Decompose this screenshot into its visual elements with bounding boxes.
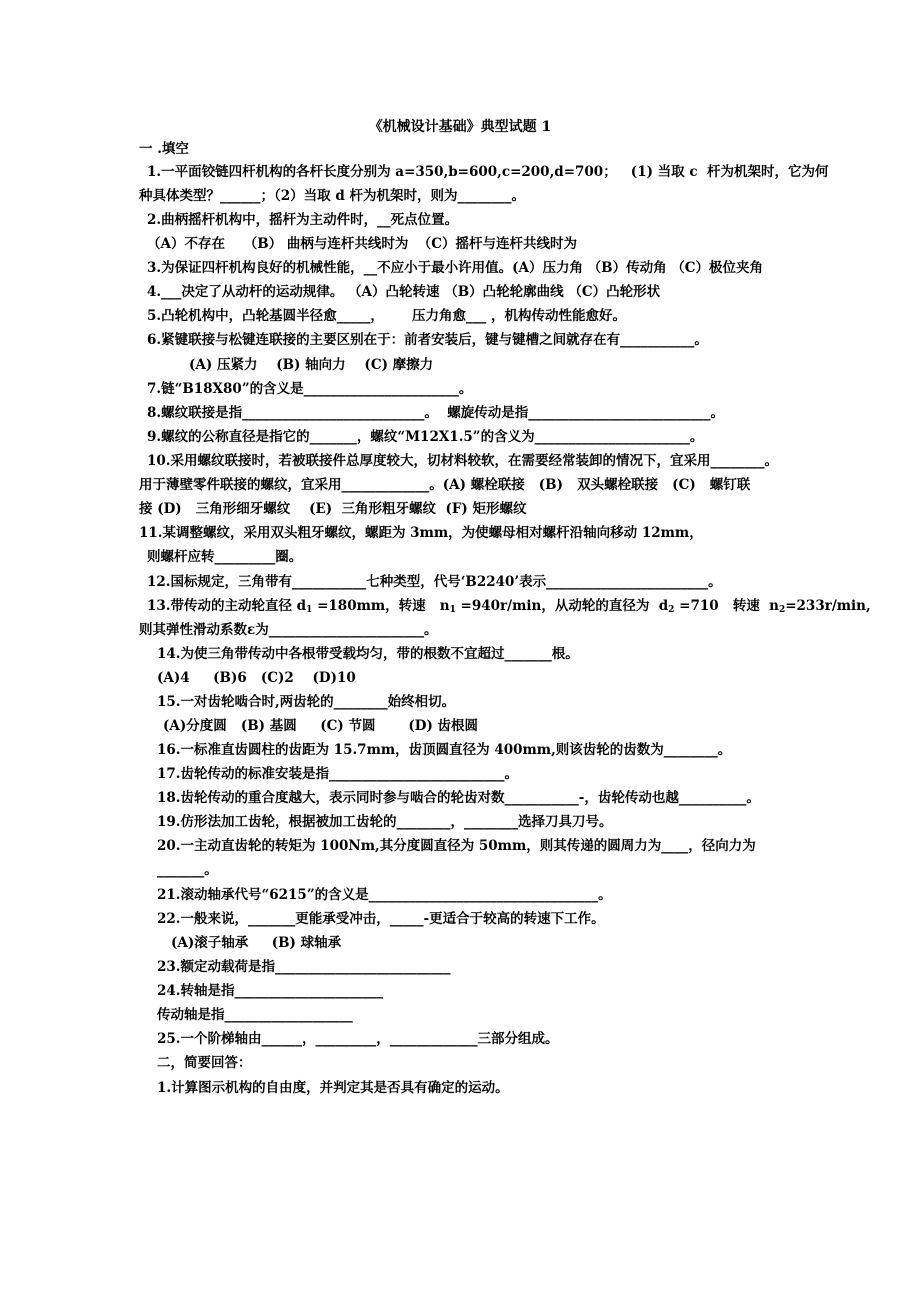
question-10-line-3: 接 (D) 三角形细牙螺纹 (E) 三角形粗牙螺纹 (F) 矩形螺纹 xyxy=(139,501,527,517)
question-2-options: （A）不存在 （B） 曲柄与连杆共线时为 （C）摇杆与连杆共线时为 xyxy=(147,236,578,252)
section-heading-short-answer: 二，简要回答： xyxy=(157,1055,252,1071)
question-16: 16.一标准直齿圆柱的齿距为 15.7mm，齿顶圆直径为 400mm,则该齿轮的齿数为________。 xyxy=(157,742,732,758)
q13-sub-3: 2 xyxy=(668,605,675,615)
question-1-line-2: 种具体类型？______；（2）当取 d 杆为机架时，则为________。 xyxy=(139,188,525,204)
question-13-line-2: 则其弹性滑动系数ε为_______________________。 xyxy=(139,622,438,638)
question-24-line-1: 24.转轴是指______________________ xyxy=(157,983,383,999)
question-11-line-1: 11.某调整螺纹，采用双头粗牙螺纹，螺距为 3mm，为使螺母相对螺杆沿轴向移动 12mm， xyxy=(139,525,703,541)
q13-sub-4: 2 xyxy=(778,605,786,615)
question-3: 3.为保证四杆机构良好的机械性能，__不应小于最小许用值。(A）压力角 （B）传动角 （C）极位夹角 xyxy=(147,260,764,276)
question-25: 25.一个阶梯轴由______，_________，_____________三部分组成。 xyxy=(157,1031,559,1047)
question-7: 7.链“B18X80”的含义是_______________________。 xyxy=(147,381,473,397)
question-15-options: (A)分度圆 (B) 基圆 (C) 节圆 (D) 齿根圆 xyxy=(163,718,479,734)
page-title: 《机械设计基础》典型试题 1 xyxy=(368,119,552,135)
question-15: 15.一对齿轮啮合时,两齿轮的________始终相切。 xyxy=(157,694,456,710)
question-21: 21.滚动轴承代号“6215”的含义是__________________________________。 xyxy=(157,887,612,903)
question-22-options: (A)滚子轴承 (B) 球轴承 xyxy=(171,935,342,951)
question-18: 18.齿轮传动的重合度越大，表示同时参与啮合的轮齿对数___________-，齿轮传动也越__________。 xyxy=(157,790,760,806)
short-answer-question-1: 1.计算图示机构的自由度，并判定其是否具有确定的运动。 xyxy=(157,1080,509,1096)
q13-sub-1: 1 xyxy=(306,605,313,615)
section-heading-fill-blank: 一 .填空 xyxy=(139,141,189,157)
q13-sub-2: 1 xyxy=(449,605,456,615)
question-5: 5.凸轮机构中，凸轮基圆半径愈_____， 压力角愈___ ，机构传动性能愈好。 xyxy=(147,308,626,324)
question-17: 17.齿轮传动的标准安装是指__________________________。 xyxy=(157,766,518,782)
question-20-line-1: 20.一主动直齿轮的转矩为 100Nm,其分度圆直径为 50mm，则其传递的圆周力为____，径向力为 xyxy=(157,838,756,854)
question-12: 12.国标规定，三角带有___________七种类型，代号‘B2240’表示________________________。 xyxy=(147,574,722,590)
question-23: 23.额定动载荷是指__________________________ xyxy=(157,959,451,975)
question-10-line-1: 10.采用螺纹联接时，若被联接件总厚度较大，切材料较软，在需要经常装卸的情况下，宜采用________。 xyxy=(147,453,778,469)
q13-text-3: =940r/min，从动轮的直径为 d xyxy=(455,598,669,614)
question-1-line-1: 1.一平面铰链四杆机构的各杆长度分别为 a=350,b=600,c=200,d=700； (1) 当取 c 杆为机架时，它为何 xyxy=(147,164,829,180)
q13-text-5: =233r/min, xyxy=(785,598,871,614)
question-2: 2.曲柄摇杆机构中，摇杆为主动件时，__死点位置。 xyxy=(147,212,459,228)
question-10-line-2: 用于薄壁零件联接的螺纹，宜采用_____________。(A) 螺栓联接 (B) 双头螺栓联接 (C) 螺钉联 xyxy=(139,477,751,493)
question-4: 4.___决定了从动杆的运动规律。 （A）凸轮转速 （B）凸轮轮廓曲线 （C）凸轮形状 xyxy=(147,284,661,300)
question-8: 8.螺纹联接是指___________________________。 螺旋传动是指___________________________。 xyxy=(147,405,724,421)
question-14: 14.为使三角带传动中各根带受载均匀，带的根数不宜超过_______根。 xyxy=(157,646,579,662)
q13-text-4: =710 转速 n xyxy=(674,598,779,614)
question-9: 9.螺纹的公称直径是指它的_______，螺纹“M12X1.5”的含义为_______________________。 xyxy=(147,429,704,445)
q13-text-1: 13.带传动的主动轮直径 d xyxy=(147,598,307,614)
question-11-line-2: 则螺杆应转_________圈。 xyxy=(147,549,303,565)
question-13-line-1 xyxy=(147,597,871,619)
question-14-options: (A)4 (B)6 (C)2 (D)10 xyxy=(157,670,356,686)
question-22: 22.一般来说，_______更能承受冲击，_____-更适合于较高的转速下工作。 xyxy=(157,911,605,927)
question-6: 6.紧键联接与松键连联接的主要区别在于：前者安装后，键与键槽之间就存在有___________。 xyxy=(147,332,708,348)
question-19: 19.仿形法加工齿轮，根据被加工齿轮的________，________选择刀具刀号。 xyxy=(157,814,613,830)
question-20-line-2: _______。 xyxy=(157,862,218,878)
question-24-line-2: 传动轴是指___________________ xyxy=(157,1007,353,1023)
question-6-options: (A) 压紧力 (B) 轴向力 (C) 摩擦力 xyxy=(189,357,434,373)
q13-text-2: =180mm，转速 n xyxy=(312,598,450,614)
